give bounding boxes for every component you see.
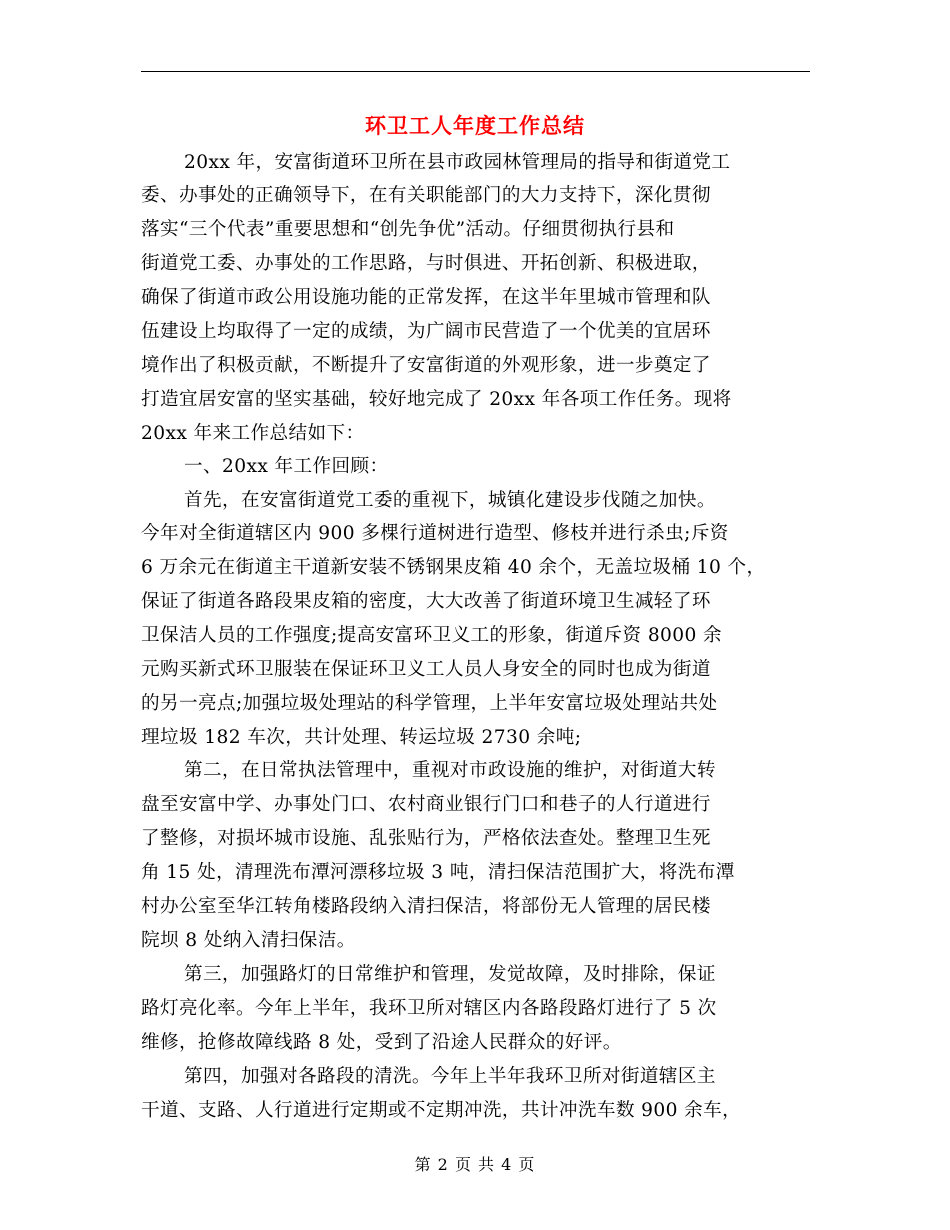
body-line: 第四，加强对各路段的清洗。今年上半年我环卫所对街道辖区主 (184, 1066, 716, 1087)
page-number-footer: 第 2 页 共 4 页 (414, 1155, 536, 1174)
body-line: 街道党工委、办事处的工作思路，与时俱进、开拓创新、积极进取， (141, 253, 711, 274)
body-line: 盘至安富中学、办事处门口、农村商业银行门口和巷子的人行道进行 (141, 794, 711, 815)
body-line: 路灯亮化率。今年上半年，我环卫所对辖区内各路段路灯进行了 5 次 (141, 998, 717, 1019)
body-line: 干道、支路、人行道进行定期或不定期冲洗，共计冲洗车数 900 余车， (141, 1100, 742, 1121)
body-line: 卫保洁人员的工作强度;提高安富环卫义工的形象，街道斥资 8000 余 (141, 625, 723, 646)
body-line: 维修，抢修故障线路 8 处，受到了沿途人民群众的好评。 (141, 1032, 622, 1053)
body-line: 了整修，对损坏城市设施、乱张贴行为，严格依法查处。整理卫生死 (141, 828, 711, 849)
body-line: 20xx 年，安富街道环卫所在县市政园林管理局的指导和街道党工 (184, 152, 731, 173)
body-line: 第三，加强路灯的日常维护和管理，发觉故障，及时排除，保证 (184, 964, 716, 985)
body-line: 今年对全街道辖区内 900 多棵行道树进行造型、修枝并进行杀虫;斥资 (141, 523, 729, 544)
section-heading: 一、20xx 年工作回顾： (184, 456, 389, 477)
body-line: 村办公室至华江转角楼路段纳入清扫保洁，将部份无人管理的居民楼 (141, 896, 711, 917)
body-line: 境作出了积极贡献，不断提升了安富街道的外观形象，进一步奠定了 (141, 355, 711, 376)
header-rule (141, 71, 810, 72)
body-line: 第二，在日常执法管理中，重视对市政设施的维护，对街道大转 (184, 760, 716, 781)
body-line: 院坝 8 处纳入清扫保洁。 (141, 930, 356, 951)
body-line: 角 15 处，清理洗布潭河漂移垃圾 3 吨，清扫保洁范围扩大，将洗布潭 (141, 862, 735, 883)
body-line: 确保了街道市政公用设施功能的正常发挥，在这半年里城市管理和队 (141, 287, 711, 308)
body-line: 元购买新式环卫服装在保证环卫义工人员人身安全的同时也成为街道 (141, 659, 711, 680)
body-line: 落实“三个代表”重要思想和“创先争优”活动。仔细贯彻执行县和 (141, 219, 675, 240)
body-line: 首先，在安富街道党工委的重视下，城镇化建设步伐随之加快。 (184, 490, 716, 511)
body-line: 的另一亮点;加强垃圾处理站的科学管理，上半年安富垃圾处理站共处 (141, 693, 718, 714)
body-line: 理垃圾 182 车次，共计处理、转运垃圾 2730 余吨; (141, 727, 582, 748)
body-line: 打造宜居安富的坚实基础，较好地完成了 20xx 年各项工作任务。现将 (141, 389, 732, 410)
body-line: 保证了街道各路段果皮箱的密度，大大改善了街道环境卫生减轻了环 (141, 591, 711, 612)
document-title: 环卫工人年度工作总结 (365, 113, 585, 138)
body-line: 6 万余元在街道主干道新安装不锈钢果皮箱 40 余个，无盖垃圾桶 10 个， (141, 557, 766, 578)
body-line: 20xx 年来工作总结如下： (141, 423, 365, 444)
body-line: 委、办事处的正确领导下，在有关职能部门的大力支持下，深化贯彻 (141, 185, 711, 206)
body-line: 伍建设上均取得了一定的成绩，为广阔市民营造了一个优美的宜居环 (141, 321, 711, 342)
